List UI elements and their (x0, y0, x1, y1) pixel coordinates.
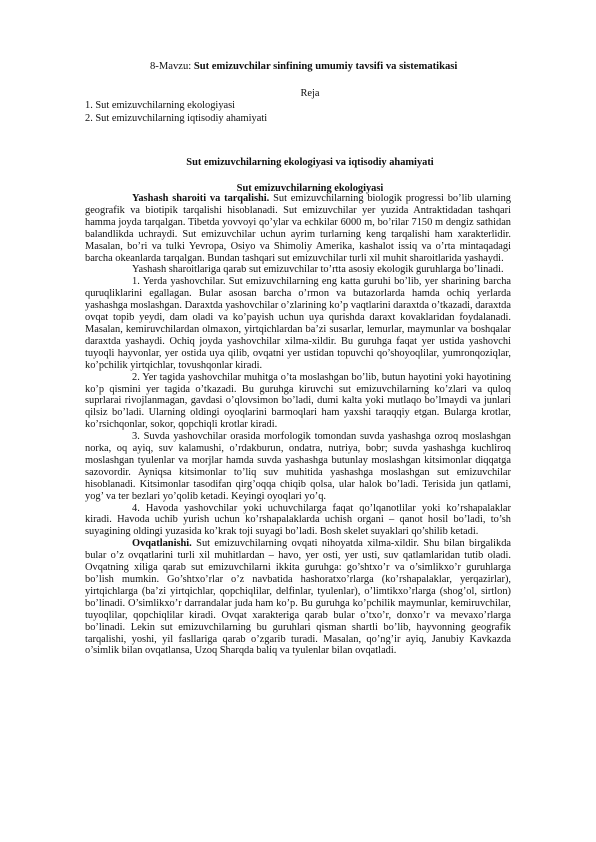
paragraph-text: Sut emizuvchilarning biologik progressi bo’lib ularning geografik va biotipik tarqalishi hisoblanadi. Sut emizuvchilar yer yuzida Antraktidadan tashqari hamma joyda tarqalgan. Tibetda yovvoyi qo’ylar va echkilar 6000 m, bo’rilar 7150 m dengiz sathidan balandlikda uchraydi. Sut emizuvchilar uchun ayrim turlarning keng tarqalishi ham xarakterlidir. Masalan, bo’ri va tulki Yevropa, Osiyo va Shimoliy Amerika, kashalot issiq va o’rta mintaqadagi barcha okeanlarda tarqalgan. Bundan tashqari sut emizuvchilar turli xil muhit sharoitlarida yashaydi. (85, 193, 511, 264)
paragraph-text: Sut emizuvchilarning ovqati nihoyatda xilma-xildir. Shu bilan birgalikda bular o’z ovqatlarini turli xil muhitlardan – havo, yer osti, yer usti, suv qatlamlaridan tutib oladi. Ovqatning xiliga qarab sut emizuvchilarni ikkita guruhga: go’shtxo’r va o’simlikxo’r guruhlarga bo’lish mumkin. Go’shtxo’rlar o’z navbatida hashoratxo’rlarga (ko’rshapalaklar, yerqazirlar), yirtqichlarga (ba’zi yirtqichlar, qopchiqlilar, delfinlar, tyulenlar), o’limtikxo’rlarga (shog’ol, sirtlon) bo’linadi. O’simlikxo’r darrandalar juda ham ko’p. Bu guruhga ko’pchilik maymunlar, kemiruvchilar, tuyoqlilar, qopchiqlilar kiradi. Ovqat xarakteriga qarab bular o’txo’r, donxo’r va mevaxo’rlarga bo’linadi. Lekin sut emizuvchilarning bu guruhlari qisman shartli bo’lib, hayvonning geografik tarqalishi, yoshi, yil fasllariga qarab o’zgarib turadi. Masalan, qo’ng’ir ayiq, Janubiy Kavkazda o’simlik bilan ovqatlansa, Uzoq Sharqda baliq va tyulenlar bilan ovqatladi. (85, 538, 511, 657)
paragraph-text: Yashash sharoitlariga qarab sut emizuvchilar to’rtta asosiy ekologik guruhlarga bo’linadi. (132, 264, 504, 276)
paragraph-text: 4. Havoda yashovchilar yoki uchuvchilarga faqat qo’lqanotlilar yoki ko’rshapalaklar kiradi. Havoda uchib yurish uchun ko’rshapalaklarda uchish organi – qanot hosil bo’ladi, to’sh suyagining oldingi yuzasida ko’krak toji suyagi bo’ladi. Bosh skelet suyaklari qo’shilib ketadi. (85, 502, 511, 538)
paragraph-lead: Yashash sharoiti va tarqalishi. (132, 193, 270, 204)
plan-item: 1. Sut emizuvchilarning ekologiyasi (85, 100, 236, 111)
paragraph (85, 276, 511, 371)
paragraph (85, 264, 511, 276)
paragraph-text: 1. Yerda yashovchilar. Sut emizuvchilarning eng katta guruhi bo’lib, yer sharining barcha quruqliklarini egallagan. Bular asosan barcha o’rmon va butazorlarda hamda ochiq yerlarda yashashga moslashgan. Daraxtda yashovchilar o’zlarining ko’p vaqtlarini daraxtda o’tkazadi, daraxtda ovqat topib yeydi, dam oladi va ko’payish uchun uya qurishda daraxt kovaklaridan foydalanadi. Masalan, kemiruvchilardan olmaxon, yirtqichlardan ba’zi susarlar, lemurlar, maymunlar va boshqalar daraxtda yashaydi. Ochiq joyda yashovchilar xilma-xildir. Bu guruhga faqat yer ustida yashovchi tuyoqli hayvonlar, yer ostida uya qilib, ovqatni yer ustidan topuvchi qo’shoyoqlilar, yumronqoziqlar, ko’pchilik yirtqichlar, tovushqonlar kiradi. (85, 276, 511, 371)
topic-name: Sut emizuvchilar sinfining umumiy tavsifi va sistematikasi (193, 61, 458, 72)
paragraph (85, 431, 511, 502)
topic-title (150, 61, 550, 72)
paragraph-lead: Ovqatlanishi. (132, 538, 192, 550)
topic-prefix: 8-Mavzu: (150, 61, 194, 72)
paragraph (85, 372, 511, 432)
plan-heading: Reja (300, 88, 320, 99)
section-title: Sut emizuvchilarning ekologiyasi va iqtisodiy ahamiyati (186, 157, 434, 168)
body-text (85, 193, 511, 657)
paragraph-text: 3. Suvda yashovchilar orasida morfologik tomondan suvda yashashga ozroq moslashgan norka, oq ayiq, suv kalamushi, o’rdakburun, ondatra, nutriya, bobr; suvda yashashga kuchliroq moslashgan tyulenlar va morjlar hamda suvda yashashga butunlay moslashgan kitsimonlar diqqatga sazovordir. Ayniqsa kitsimonlar to’liq suv muhitida yashashga moslashgan sut emizuvchilar hisoblanadi. Kitsimonlar tasodifan qirg’oqqa chiqib qolsa, ular halok bo’ladi. Terisida jun qatlami, yog’ va ter bezlari yo’qolib ketadi. Keyingi oyoqlari yo’q. (85, 431, 511, 502)
plan-list (85, 100, 511, 125)
paragraph-text: 2. Yer tagida yashovchilar muhitga o’ta moslashgan bo’lib, butun hayotini yoki hayotining ko’p qismini yer tagida o’tkazadi. Bu guruhga kiruvchi sut emizuvchilarning ko’zlari va quloq suprlarai rivojlanmagan, gavdasi o’qlovsimon bo’ladi, dumi kalta yoki mutlaqo bo’lmaydi va junlari qilsiz bo’ladi. Ularning oldingi oyoqlarini barmoqlari ham yaxshi taraqqiy etgan. Bularga krotlar, ko’rsichqonlar, sokor, qopchiqli krotlar kiradi. (85, 371, 511, 431)
paragraph (85, 193, 511, 264)
subsection-title: Sut emizuvchilarning ekologiyasi (236, 183, 384, 194)
paragraph (85, 538, 511, 657)
paragraph (85, 503, 511, 539)
plan-item: 2. Sut emizuvchilarning iqtisodiy ahamiyati (85, 112, 268, 124)
